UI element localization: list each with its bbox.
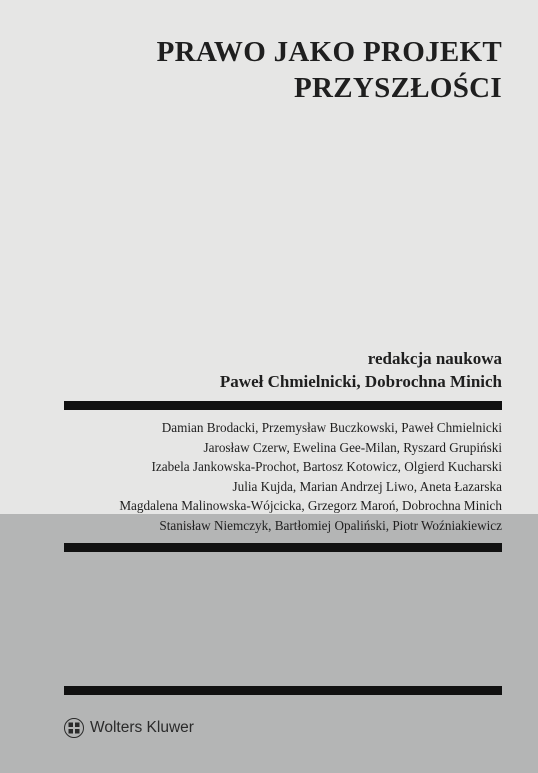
publisher-logo: [64, 718, 194, 738]
editorial-label: redakcja naukowa: [367, 349, 502, 368]
book-title: [157, 34, 502, 106]
authors-line: Julia Kujda, Marian Andrzej Liwo, Aneta Łazarska: [232, 478, 502, 494]
divider-bar-middle: [64, 543, 502, 552]
authors-line: Izabela Jankowska-Prochot, Bartosz Kotowicz, Olgierd Kucharski: [151, 459, 502, 474]
title-line-1: PRAWO JAKO PROJEKT: [156, 36, 502, 68]
authors-line: Damian Brodacki, Przemysław Buczkowski, Paweł Chmielnicki: [161, 420, 502, 435]
authors-line: Stanisław Niemczyk, Bartłomiej Opaliński, Piotr Woźniakiewicz: [159, 517, 502, 533]
editors-names: Paweł Chmielnicki, Dobrochna Minich: [219, 372, 502, 391]
wolters-kluwer-logo-icon: [64, 718, 84, 738]
divider-bar-bottom: [64, 686, 502, 695]
authors-list: [119, 418, 502, 535]
authors-line: Jarosław Czerw, Ewelina Gee-Milan, Ryszard Grupiński: [203, 439, 502, 455]
publisher-name: Wolters Kluwer: [90, 719, 194, 736]
divider-bar-top: [64, 401, 502, 410]
authors-line: Magdalena Malinowska-Wójcicka, Grzegorz Maroń, Dobrochna Minich: [119, 498, 502, 513]
title-line-2: PRZYSZŁOŚCI: [294, 72, 502, 104]
